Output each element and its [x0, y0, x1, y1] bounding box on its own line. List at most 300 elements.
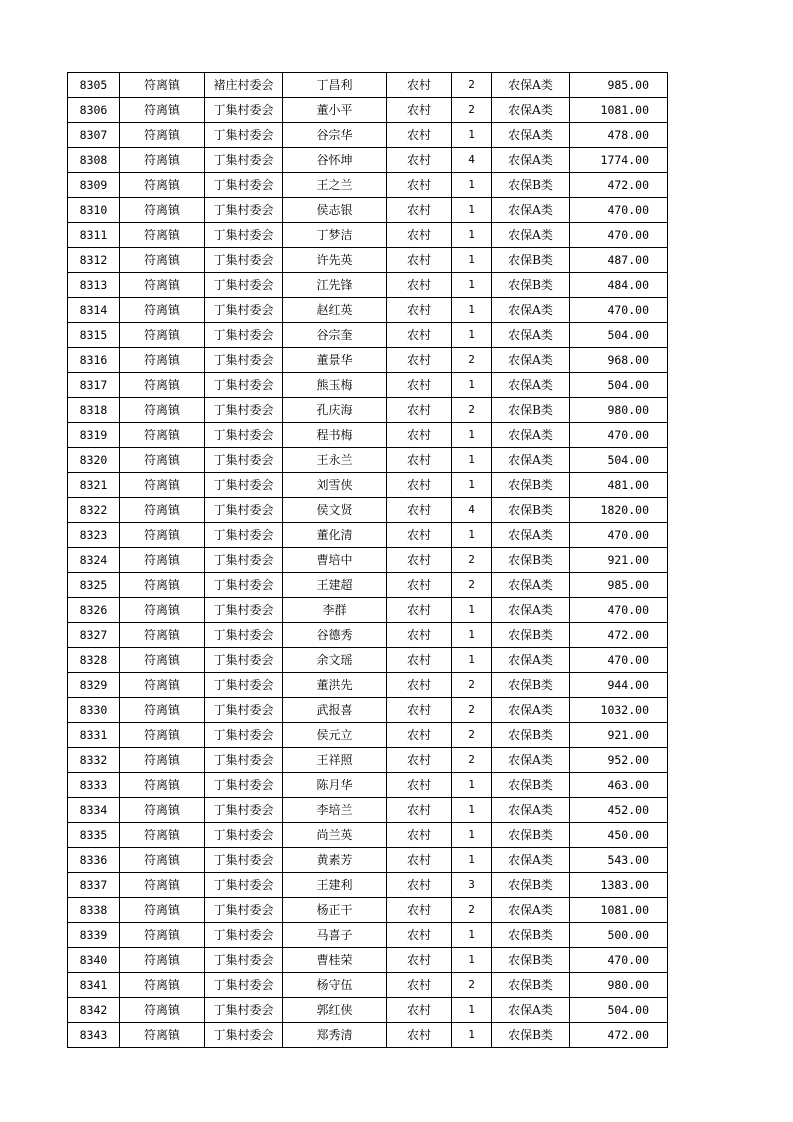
- cell-serial-number: 8325: [68, 573, 120, 598]
- cell-serial-number: 8320: [68, 448, 120, 473]
- cell-household-count: 1: [452, 523, 492, 548]
- cell-town: 符离镇: [120, 623, 205, 648]
- cell-amount: 980.00: [570, 398, 668, 423]
- cell-serial-number: 8326: [68, 598, 120, 623]
- cell-amount: 470.00: [570, 948, 668, 973]
- table-row: [68, 448, 668, 473]
- cell-insurance-category: 农保A类: [492, 448, 570, 473]
- cell-insurance-category: 农保A类: [492, 573, 570, 598]
- cell-serial-number: 8343: [68, 1023, 120, 1048]
- cell-insurance-category: 农保A类: [492, 98, 570, 123]
- cell-serial-number: 8316: [68, 348, 120, 373]
- table-row: [68, 598, 668, 623]
- cell-amount: 504.00: [570, 448, 668, 473]
- table-row: [68, 98, 668, 123]
- cell-serial-number: 8335: [68, 823, 120, 848]
- cell-amount: 944.00: [570, 673, 668, 698]
- table-row: [68, 798, 668, 823]
- cell-amount: 1820.00: [570, 498, 668, 523]
- cell-town: 符离镇: [120, 898, 205, 923]
- cell-town: 符离镇: [120, 98, 205, 123]
- cell-serial-number: 8341: [68, 973, 120, 998]
- cell-name: 丁昌利: [283, 73, 387, 98]
- cell-amount: 985.00: [570, 573, 668, 598]
- table-row: [68, 748, 668, 773]
- cell-village-committee: 丁集村委会: [205, 148, 283, 173]
- table-row: [68, 673, 668, 698]
- cell-area-type: 农村: [387, 773, 452, 798]
- cell-serial-number: 8312: [68, 248, 120, 273]
- cell-household-count: 1: [452, 298, 492, 323]
- cell-household-count: 1: [452, 223, 492, 248]
- cell-household-count: 1: [452, 323, 492, 348]
- cell-amount: 472.00: [570, 173, 668, 198]
- table-row: [68, 123, 668, 148]
- cell-town: 符离镇: [120, 848, 205, 873]
- cell-serial-number: 8315: [68, 323, 120, 348]
- cell-name: 丁梦洁: [283, 223, 387, 248]
- table-row: [68, 73, 668, 98]
- cell-name: 王之兰: [283, 173, 387, 198]
- cell-village-committee: 丁集村委会: [205, 823, 283, 848]
- cell-amount: 504.00: [570, 373, 668, 398]
- cell-name: 武报喜: [283, 698, 387, 723]
- cell-amount: 921.00: [570, 723, 668, 748]
- cell-insurance-category: 农保A类: [492, 198, 570, 223]
- cell-name: 余文瑶: [283, 648, 387, 673]
- cell-village-committee: 丁集村委会: [205, 198, 283, 223]
- cell-household-count: 1: [452, 198, 492, 223]
- table-row: [68, 373, 668, 398]
- cell-area-type: 农村: [387, 198, 452, 223]
- cell-town: 符离镇: [120, 248, 205, 273]
- cell-village-committee: 丁集村委会: [205, 873, 283, 898]
- cell-village-committee: 褚庄村委会: [205, 73, 283, 98]
- cell-household-count: 2: [452, 698, 492, 723]
- cell-name: 谷德秀: [283, 623, 387, 648]
- table-row: [68, 198, 668, 223]
- cell-name: 曹培中: [283, 548, 387, 573]
- table-row: [68, 248, 668, 273]
- cell-area-type: 农村: [387, 548, 452, 573]
- cell-area-type: 农村: [387, 573, 452, 598]
- table-row: [68, 948, 668, 973]
- cell-amount: 921.00: [570, 548, 668, 573]
- cell-household-count: 1: [452, 473, 492, 498]
- cell-amount: 484.00: [570, 273, 668, 298]
- cell-insurance-category: 农保B类: [492, 973, 570, 998]
- cell-household-count: 1: [452, 123, 492, 148]
- cell-household-count: 1: [452, 948, 492, 973]
- cell-serial-number: 8338: [68, 898, 120, 923]
- cell-name: 尚兰英: [283, 823, 387, 848]
- cell-insurance-category: 农保B类: [492, 673, 570, 698]
- cell-household-count: 1: [452, 273, 492, 298]
- cell-serial-number: 8307: [68, 123, 120, 148]
- table-row: [68, 348, 668, 373]
- cell-town: 符离镇: [120, 448, 205, 473]
- cell-area-type: 农村: [387, 1023, 452, 1048]
- cell-amount: 470.00: [570, 523, 668, 548]
- cell-area-type: 农村: [387, 673, 452, 698]
- cell-village-committee: 丁集村委会: [205, 673, 283, 698]
- cell-insurance-category: 农保A类: [492, 123, 570, 148]
- cell-name: 王建超: [283, 573, 387, 598]
- cell-amount: 470.00: [570, 598, 668, 623]
- cell-name: 董洪先: [283, 673, 387, 698]
- cell-serial-number: 8327: [68, 623, 120, 648]
- cell-insurance-category: 农保A类: [492, 348, 570, 373]
- table-row: [68, 523, 668, 548]
- table-row: [68, 873, 668, 898]
- cell-town: 符离镇: [120, 873, 205, 898]
- cell-insurance-category: 农保A类: [492, 73, 570, 98]
- cell-name: 王永兰: [283, 448, 387, 473]
- cell-area-type: 农村: [387, 248, 452, 273]
- cell-serial-number: 8310: [68, 198, 120, 223]
- cell-area-type: 农村: [387, 348, 452, 373]
- cell-area-type: 农村: [387, 98, 452, 123]
- cell-insurance-category: 农保A类: [492, 748, 570, 773]
- cell-village-committee: 丁集村委会: [205, 548, 283, 573]
- cell-area-type: 农村: [387, 148, 452, 173]
- cell-town: 符离镇: [120, 673, 205, 698]
- table-row: [68, 473, 668, 498]
- cell-insurance-category: 农保A类: [492, 298, 570, 323]
- cell-serial-number: 8342: [68, 998, 120, 1023]
- cell-town: 符离镇: [120, 173, 205, 198]
- cell-name: 谷怀坤: [283, 148, 387, 173]
- cell-insurance-category: 农保B类: [492, 873, 570, 898]
- cell-serial-number: 8305: [68, 73, 120, 98]
- cell-name: 谷宗华: [283, 123, 387, 148]
- cell-amount: 470.00: [570, 648, 668, 673]
- cell-village-committee: 丁集村委会: [205, 848, 283, 873]
- cell-area-type: 农村: [387, 498, 452, 523]
- cell-household-count: 2: [452, 723, 492, 748]
- cell-name: 马喜子: [283, 923, 387, 948]
- cell-household-count: 1: [452, 448, 492, 473]
- cell-area-type: 农村: [387, 948, 452, 973]
- cell-village-committee: 丁集村委会: [205, 998, 283, 1023]
- cell-insurance-category: 农保A类: [492, 223, 570, 248]
- cell-insurance-category: 农保A类: [492, 998, 570, 1023]
- cell-town: 符离镇: [120, 723, 205, 748]
- cell-village-committee: 丁集村委会: [205, 348, 283, 373]
- cell-name: 陈月华: [283, 773, 387, 798]
- cell-amount: 1081.00: [570, 98, 668, 123]
- cell-area-type: 农村: [387, 173, 452, 198]
- table-row: [68, 773, 668, 798]
- cell-serial-number: 8340: [68, 948, 120, 973]
- cell-insurance-category: 农保B类: [492, 473, 570, 498]
- cell-amount: 478.00: [570, 123, 668, 148]
- cell-town: 符离镇: [120, 598, 205, 623]
- cell-town: 符离镇: [120, 973, 205, 998]
- cell-name: 李群: [283, 598, 387, 623]
- cell-serial-number: 8319: [68, 423, 120, 448]
- cell-village-committee: 丁集村委会: [205, 273, 283, 298]
- cell-insurance-category: 农保B类: [492, 173, 570, 198]
- cell-name: 董小平: [283, 98, 387, 123]
- cell-insurance-category: 农保A类: [492, 373, 570, 398]
- cell-amount: 504.00: [570, 323, 668, 348]
- cell-amount: 470.00: [570, 423, 668, 448]
- table-row: [68, 398, 668, 423]
- table-row: [68, 973, 668, 998]
- cell-area-type: 农村: [387, 323, 452, 348]
- cell-village-committee: 丁集村委会: [205, 748, 283, 773]
- cell-household-count: 4: [452, 148, 492, 173]
- cell-name: 谷宗奎: [283, 323, 387, 348]
- cell-insurance-category: 农保A类: [492, 323, 570, 348]
- cell-household-count: 1: [452, 423, 492, 448]
- cell-village-committee: 丁集村委会: [205, 298, 283, 323]
- cell-amount: 470.00: [570, 223, 668, 248]
- cell-town: 符离镇: [120, 223, 205, 248]
- cell-amount: 968.00: [570, 348, 668, 373]
- cell-area-type: 农村: [387, 848, 452, 873]
- cell-name: 郭红侠: [283, 998, 387, 1023]
- cell-name: 江先锋: [283, 273, 387, 298]
- cell-name: 王祥照: [283, 748, 387, 773]
- cell-insurance-category: 农保A类: [492, 148, 570, 173]
- cell-town: 符离镇: [120, 273, 205, 298]
- cell-town: 符离镇: [120, 1023, 205, 1048]
- cell-village-committee: 丁集村委会: [205, 723, 283, 748]
- cell-town: 符离镇: [120, 773, 205, 798]
- cell-amount: 1081.00: [570, 898, 668, 923]
- cell-town: 符离镇: [120, 348, 205, 373]
- cell-insurance-category: 农保B类: [492, 948, 570, 973]
- cell-amount: 487.00: [570, 248, 668, 273]
- cell-insurance-category: 农保B类: [492, 498, 570, 523]
- cell-insurance-category: 农保B类: [492, 723, 570, 748]
- cell-area-type: 农村: [387, 973, 452, 998]
- cell-village-committee: 丁集村委会: [205, 523, 283, 548]
- cell-town: 符离镇: [120, 573, 205, 598]
- table-row: [68, 848, 668, 873]
- cell-household-count: 1: [452, 623, 492, 648]
- cell-area-type: 农村: [387, 648, 452, 673]
- cell-insurance-category: 农保A类: [492, 698, 570, 723]
- cell-name: 许先英: [283, 248, 387, 273]
- cell-serial-number: 8311: [68, 223, 120, 248]
- cell-area-type: 农村: [387, 923, 452, 948]
- cell-serial-number: 8337: [68, 873, 120, 898]
- cell-amount: 472.00: [570, 623, 668, 648]
- cell-village-committee: 丁集村委会: [205, 1023, 283, 1048]
- cell-household-count: 2: [452, 573, 492, 598]
- cell-household-count: 1: [452, 823, 492, 848]
- cell-household-count: 2: [452, 398, 492, 423]
- cell-town: 符离镇: [120, 998, 205, 1023]
- cell-amount: 1032.00: [570, 698, 668, 723]
- cell-area-type: 农村: [387, 398, 452, 423]
- cell-household-count: 2: [452, 748, 492, 773]
- cell-serial-number: 8324: [68, 548, 120, 573]
- cell-insurance-category: 农保A类: [492, 898, 570, 923]
- cell-town: 符离镇: [120, 923, 205, 948]
- cell-serial-number: 8339: [68, 923, 120, 948]
- cell-village-committee: 丁集村委会: [205, 598, 283, 623]
- cell-serial-number: 8314: [68, 298, 120, 323]
- cell-area-type: 农村: [387, 798, 452, 823]
- cell-village-committee: 丁集村委会: [205, 448, 283, 473]
- cell-insurance-category: 农保B类: [492, 398, 570, 423]
- cell-household-count: 4: [452, 498, 492, 523]
- cell-serial-number: 8321: [68, 473, 120, 498]
- cell-household-count: 2: [452, 73, 492, 98]
- cell-serial-number: 8331: [68, 723, 120, 748]
- cell-area-type: 农村: [387, 623, 452, 648]
- cell-town: 符离镇: [120, 323, 205, 348]
- cell-serial-number: 8329: [68, 673, 120, 698]
- cell-town: 符离镇: [120, 148, 205, 173]
- cell-insurance-category: 农保A类: [492, 423, 570, 448]
- cell-town: 符离镇: [120, 798, 205, 823]
- cell-serial-number: 8308: [68, 148, 120, 173]
- cell-serial-number: 8313: [68, 273, 120, 298]
- cell-town: 符离镇: [120, 498, 205, 523]
- cell-area-type: 农村: [387, 373, 452, 398]
- cell-village-committee: 丁集村委会: [205, 948, 283, 973]
- cell-amount: 450.00: [570, 823, 668, 848]
- cell-name: 杨正干: [283, 898, 387, 923]
- cell-town: 符离镇: [120, 823, 205, 848]
- cell-village-committee: 丁集村委会: [205, 173, 283, 198]
- cell-village-committee: 丁集村委会: [205, 498, 283, 523]
- cell-insurance-category: 农保A类: [492, 648, 570, 673]
- cell-village-committee: 丁集村委会: [205, 398, 283, 423]
- cell-town: 符离镇: [120, 73, 205, 98]
- cell-area-type: 农村: [387, 523, 452, 548]
- cell-town: 符离镇: [120, 523, 205, 548]
- cell-serial-number: 8322: [68, 498, 120, 523]
- table-row: [68, 323, 668, 348]
- cell-household-count: 1: [452, 648, 492, 673]
- cell-town: 符离镇: [120, 123, 205, 148]
- cell-area-type: 农村: [387, 73, 452, 98]
- cell-name: 董景华: [283, 348, 387, 373]
- cell-insurance-category: 农保B类: [492, 923, 570, 948]
- cell-area-type: 农村: [387, 873, 452, 898]
- cell-name: 赵红英: [283, 298, 387, 323]
- table-row: [68, 498, 668, 523]
- cell-household-count: 2: [452, 348, 492, 373]
- cell-household-count: 1: [452, 173, 492, 198]
- cell-village-committee: 丁集村委会: [205, 223, 283, 248]
- cell-area-type: 农村: [387, 698, 452, 723]
- cell-village-committee: 丁集村委会: [205, 98, 283, 123]
- table-row: [68, 823, 668, 848]
- cell-household-count: 2: [452, 548, 492, 573]
- cell-household-count: 2: [452, 673, 492, 698]
- cell-town: 符离镇: [120, 948, 205, 973]
- cell-household-count: 1: [452, 923, 492, 948]
- table-row: [68, 573, 668, 598]
- cell-name: 王建利: [283, 873, 387, 898]
- cell-name: 黄素芳: [283, 848, 387, 873]
- cell-village-committee: 丁集村委会: [205, 648, 283, 673]
- cell-serial-number: 8318: [68, 398, 120, 423]
- cell-serial-number: 8332: [68, 748, 120, 773]
- cell-insurance-category: 农保B类: [492, 1023, 570, 1048]
- table-row: [68, 173, 668, 198]
- cell-village-committee: 丁集村委会: [205, 323, 283, 348]
- table-row: [68, 423, 668, 448]
- cell-area-type: 农村: [387, 123, 452, 148]
- cell-serial-number: 8330: [68, 698, 120, 723]
- cell-area-type: 农村: [387, 448, 452, 473]
- cell-insurance-category: 农保A类: [492, 848, 570, 873]
- cell-insurance-category: 农保B类: [492, 548, 570, 573]
- cell-amount: 1774.00: [570, 148, 668, 173]
- cell-insurance-category: 农保B类: [492, 623, 570, 648]
- table-row: [68, 723, 668, 748]
- cell-serial-number: 8306: [68, 98, 120, 123]
- cell-village-committee: 丁集村委会: [205, 973, 283, 998]
- cell-insurance-category: 农保B类: [492, 248, 570, 273]
- cell-area-type: 农村: [387, 473, 452, 498]
- cell-insurance-category: 农保A类: [492, 798, 570, 823]
- cell-amount: 472.00: [570, 1023, 668, 1048]
- cell-insurance-category: 农保B类: [492, 823, 570, 848]
- table-row: [68, 998, 668, 1023]
- cell-area-type: 农村: [387, 298, 452, 323]
- cell-name: 曹桂荣: [283, 948, 387, 973]
- cell-household-count: 1: [452, 1023, 492, 1048]
- cell-name: 程书梅: [283, 423, 387, 448]
- table-row: [68, 273, 668, 298]
- cell-serial-number: 8309: [68, 173, 120, 198]
- cell-town: 符离镇: [120, 473, 205, 498]
- cell-amount: 481.00: [570, 473, 668, 498]
- cell-household-count: 1: [452, 848, 492, 873]
- cell-name: 刘雪侠: [283, 473, 387, 498]
- cell-insurance-category: 农保B类: [492, 273, 570, 298]
- cell-name: 郑秀清: [283, 1023, 387, 1048]
- cell-area-type: 农村: [387, 273, 452, 298]
- cell-insurance-category: 农保A类: [492, 598, 570, 623]
- cell-town: 符离镇: [120, 373, 205, 398]
- cell-serial-number: 8317: [68, 373, 120, 398]
- cell-town: 符离镇: [120, 398, 205, 423]
- cell-area-type: 农村: [387, 998, 452, 1023]
- cell-village-committee: 丁集村委会: [205, 248, 283, 273]
- cell-name: 李培兰: [283, 798, 387, 823]
- cell-area-type: 农村: [387, 423, 452, 448]
- table-row: [68, 223, 668, 248]
- cell-insurance-category: 农保A类: [492, 523, 570, 548]
- cell-amount: 504.00: [570, 998, 668, 1023]
- cell-amount: 452.00: [570, 798, 668, 823]
- cell-household-count: 2: [452, 973, 492, 998]
- cell-serial-number: 8323: [68, 523, 120, 548]
- cell-area-type: 农村: [387, 898, 452, 923]
- cell-serial-number: 8328: [68, 648, 120, 673]
- cell-area-type: 农村: [387, 598, 452, 623]
- cell-village-committee: 丁集村委会: [205, 123, 283, 148]
- cell-household-count: 2: [452, 98, 492, 123]
- cell-name: 熊玉梅: [283, 373, 387, 398]
- cell-serial-number: 8333: [68, 773, 120, 798]
- cell-amount: 463.00: [570, 773, 668, 798]
- table-row: [68, 1023, 668, 1048]
- cell-household-count: 1: [452, 248, 492, 273]
- cell-town: 符离镇: [120, 748, 205, 773]
- cell-insurance-category: 农保B类: [492, 773, 570, 798]
